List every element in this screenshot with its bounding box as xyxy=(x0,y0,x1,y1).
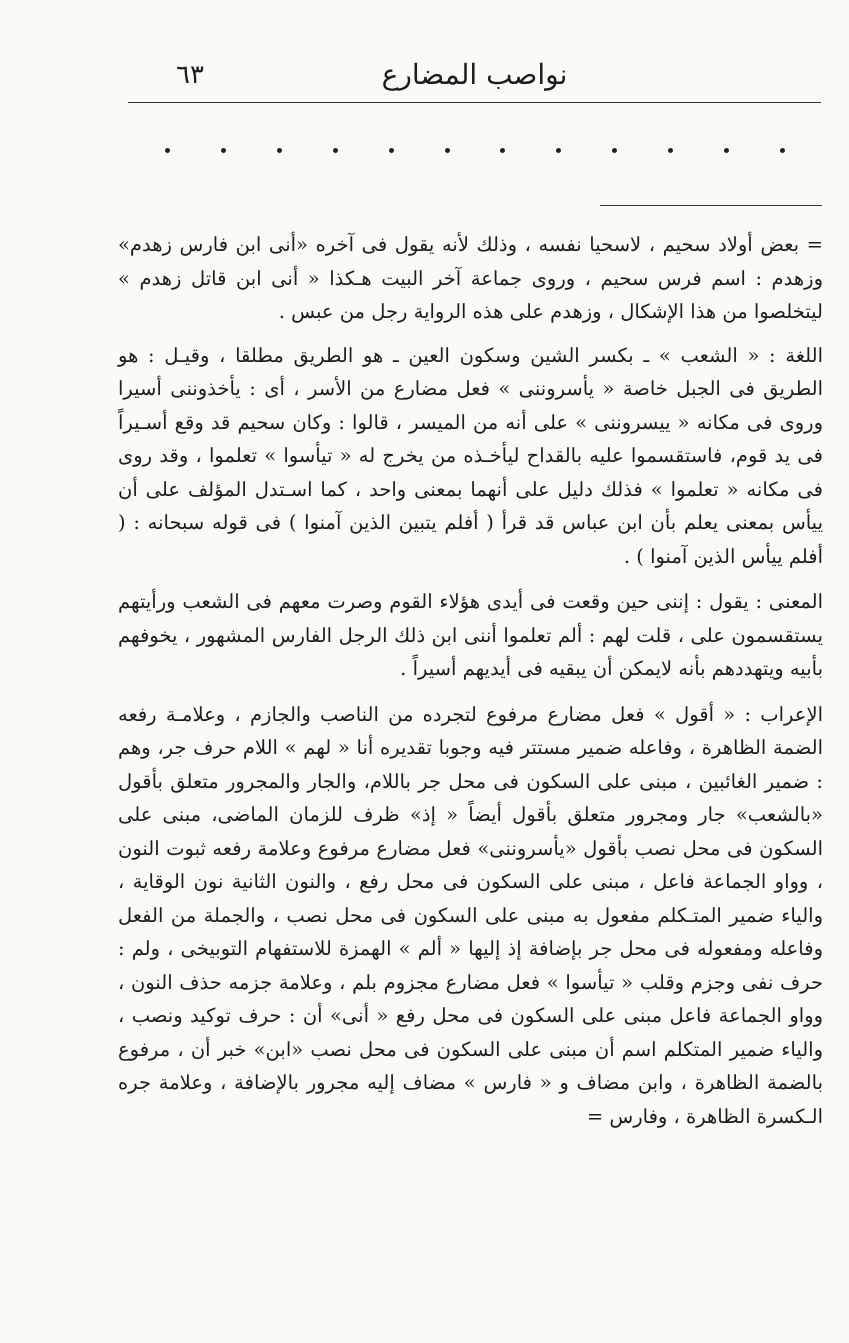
dot xyxy=(277,148,282,153)
page-header xyxy=(128,52,821,103)
running-title: نواصب المضارع xyxy=(381,58,568,91)
ellipsis-dots xyxy=(165,148,785,153)
dot xyxy=(668,148,673,153)
page-number: ٦٣ xyxy=(176,60,204,90)
parsing-paragraph: الإعراب : « أقول » فعل مضارع مرفوع لتجرده من الناصب والجازم ، وعلامـة رفعه الضمة الظاهرة ، وفاعله ضمير مستتر فيه وجوبا تقديره أنا « لهم » اللام حرف جر، وهم : ضمير الغائبين ، مبنى على السكون فى محل جر باللام، والجار والمجرور متعلق بأقول «بالشعب» جار ومجرور متعلق بأقول أيضاً « إذ» ظرف للزمان الماضى، مبنى على السكون فى محل نصب بأقول «يأسروننى» فعل مضارع مرفوع وعلامة رفعه ثبوت النون ، وواو الجماعة فاعل ، مبنى على السكون فى محل رفع ، والنون الثانية نون الوقاية ، والياء ضمير المتـكلم مفعول به مبنى على السكون فى محل نصب ، والجملة من الفعل وفاعله ومفعوله فى محل جر بإضافة إذ إليها « ألم » الهمزة للاستفهام التوبيخى ، ولم : حرف نفى وجزم وقلب « تيأسوا » فعل مضارع مجزوم بلم ، وعلامة جزمه حذف النون ، وواو الجماعة فاعل مبنى على السكون فى محل رفع « أنى» أن : حرف توكيد ونصب ، والياء ضمير المتكلم اسم أن مبنى على السكون فى محل نصب «ابن» خبر أن ، مرفوع بالضمة الظاهرة ، وابن مضاف و « فارس » مضاف إليه مجرور بالإضافة ، وعلامة جره الـكسرة الظاهرة ، وفارس = xyxy=(118,702,823,1128)
lexicon-paragraph: اللغة : « الشعب » ـ بكسر الشين وسكون العين ـ هو الطريق مطلقا ، وقيـل : هو الطريق فى الجبل خاصة « يأسروننى » فعل مضارع من الأسر ، أى : يأخذوننى أسيرا وروى فى مكانه « ييسروننى » على أنه من الميسر ، قالوا : وكان سحيم قد وقع أسـيراً فى يد قوم، فاستقسموا عليه بالقداح ليأخـذه من يخرج له « تيأسوا » تعلموا ، وقد روى فى مكانه « تعلموا » فذلك دليل على أنهما بمعنى واحد ، كما اسـتدل المؤلف على أن ييأس بمعنى يعلم بأن ابن عباس قد قرأ ( أفلم يتبين الذين آمنوا ) فى قوله سبحانه : ( أفلم ييأس الذين آمنوا ) . xyxy=(118,343,823,568)
dot xyxy=(556,148,561,153)
dot xyxy=(389,148,394,153)
meaning-paragraph: المعنى : يقول : إننى حين وقعت فى أيدى هؤلاء القوم وصرت معهم فى الشعب ورأيتهم يستقسمون على ، قلت لهم : ألم تعلموا أننى ابن ذلك الرجل الفارس المشهور ، يخوفهم بأبيه ويتهددهم بأنه لايمكن أن يبقيه فى أيديهم أسيراً . xyxy=(118,590,823,680)
dot xyxy=(165,148,170,153)
dot xyxy=(724,148,729,153)
dot xyxy=(780,148,785,153)
dot xyxy=(445,148,450,153)
footnote-continuation: = بعض أولاد سحيم ، لاسحيا نفسه ، وذلك لأنه يقول فى آخره «أنى ابن فارس زهدم» وزهدم : اسم فرس سحيم ، وروى جماعة آخر البيت هـكذا « أنى ابن قاتل زهدم » ليتخلصوا من هذا الإشكال ، وزهدم على هذه الرواية رجل من عبس . xyxy=(118,233,823,323)
dot xyxy=(500,148,505,153)
dot xyxy=(612,148,617,153)
footnote-body xyxy=(118,228,823,1145)
dot xyxy=(333,148,338,153)
footnote-separator xyxy=(600,205,822,206)
dot xyxy=(221,148,226,153)
